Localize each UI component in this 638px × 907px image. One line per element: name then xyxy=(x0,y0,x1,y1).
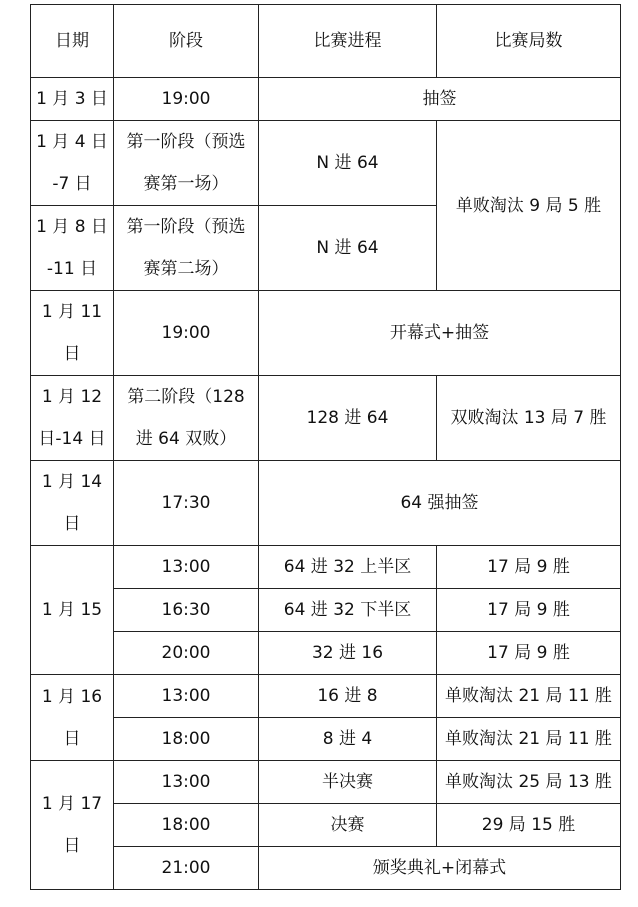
cell-stage: 18:00 xyxy=(114,718,259,761)
cell-progress: N 进 64 xyxy=(259,121,437,206)
cell-date-line-1: 1 月 14 xyxy=(41,472,103,492)
cell-date-line-2: 日 xyxy=(63,836,81,856)
cell-rounds: 单败淘汰 25 局 13 胜 xyxy=(437,761,621,804)
cell-progress: 128 进 64 xyxy=(259,376,437,461)
cell-date-line-2: -7 日 xyxy=(52,174,92,194)
cell-rounds: 双败淘汰 13 局 7 胜 xyxy=(437,376,621,461)
cell-stage-line-1: 第一阶段（预选 xyxy=(126,217,246,237)
cell-rounds: 29 局 15 胜 xyxy=(437,804,621,847)
cell-date-line-2: 日 xyxy=(63,728,81,749)
cell-stage-line-1: 第二阶段（128 xyxy=(127,387,245,407)
header-row xyxy=(31,5,621,78)
cell-stage: 13:00 xyxy=(114,761,259,804)
cell-progress: 决赛 xyxy=(259,804,437,847)
table-row xyxy=(31,546,621,589)
cell-progress: 8 进 4 xyxy=(259,718,437,761)
table-row xyxy=(31,804,621,847)
cell-stage-line-2: 赛第二场） xyxy=(143,259,229,279)
cell-progress: 32 进 16 xyxy=(259,632,437,675)
cell-stage: 19:00 xyxy=(114,291,259,376)
table-row xyxy=(31,761,621,804)
cell-date-line-1: 1 月 12 xyxy=(41,387,103,407)
table-row xyxy=(31,847,621,890)
cell-date xyxy=(31,206,114,291)
cell-date-line-1: 1 月 17 xyxy=(41,794,103,814)
cell-stage xyxy=(114,121,259,206)
cell-rounds: 单败淘汰 9 局 5 胜 xyxy=(437,121,621,291)
cell-date-line-2: 日 xyxy=(63,344,81,364)
schedule-table xyxy=(30,4,621,890)
table-row xyxy=(31,121,621,206)
header-progress: 比赛进程 xyxy=(259,5,437,78)
cell-stage-line-2: 赛第一场） xyxy=(143,174,229,194)
table-row xyxy=(31,78,621,121)
cell-stage xyxy=(114,206,259,291)
cell-rounds: 单败淘汰 21 局 11 胜 xyxy=(437,675,621,718)
cell-stage-line-1: 第一阶段（预选 xyxy=(126,132,246,152)
table-row xyxy=(31,589,621,632)
cell-stage: 20:00 xyxy=(114,632,259,675)
cell-date-line-2: -11 日 xyxy=(46,259,98,279)
cell-stage: 13:00 xyxy=(114,546,259,589)
cell-stage: 17:30 xyxy=(114,461,259,546)
cell-stage: 16:30 xyxy=(114,589,259,632)
header-date: 日期 xyxy=(31,5,114,78)
cell-stage-line-2: 进 64 双败） xyxy=(135,429,237,449)
cell-date xyxy=(31,291,114,376)
cell-date-line-1: 1 月 4 日 xyxy=(36,132,108,152)
cell-rounds: 17 局 9 胜 xyxy=(437,632,621,675)
table-row xyxy=(31,376,621,461)
cell-rounds: 17 局 9 胜 xyxy=(437,589,621,632)
cell-progress: 开幕式+抽签 xyxy=(259,291,621,376)
cell-date-line-2: 日 xyxy=(63,514,81,534)
cell-progress: 半决赛 xyxy=(259,761,437,804)
cell-progress: 64 进 32 下半区 xyxy=(259,589,437,632)
cell-progress: 16 进 8 xyxy=(259,675,437,718)
cell-progress: 64 进 32 上半区 xyxy=(259,546,437,589)
cell-date xyxy=(31,121,114,206)
header-stage: 阶段 xyxy=(114,5,259,78)
cell-date xyxy=(31,461,114,546)
cell-progress: 64 强抽签 xyxy=(259,461,621,546)
table-row xyxy=(31,291,621,376)
table-row xyxy=(31,675,621,718)
cell-progress: 抽签 xyxy=(259,78,621,121)
cell-date-line-1: 1 月 11 xyxy=(41,302,103,322)
cell-date-line-2: 日-14 日 xyxy=(38,429,106,449)
cell-rounds: 17 局 9 胜 xyxy=(437,546,621,589)
table-row xyxy=(31,461,621,546)
cell-date-line-1: 1 月 16 xyxy=(41,686,103,707)
table-row xyxy=(31,632,621,675)
cell-date: 1 月 3 日 xyxy=(31,78,114,121)
cell-date: 1 月 15 xyxy=(31,546,114,675)
cell-date xyxy=(31,761,114,890)
cell-stage: 13:00 xyxy=(114,675,259,718)
cell-stage xyxy=(114,376,259,461)
cell-progress: 颁奖典礼+闭幕式 xyxy=(259,847,621,890)
header-rounds: 比赛局数 xyxy=(437,5,621,78)
cell-date-line-1: 1 月 8 日 xyxy=(36,217,108,237)
cell-stage: 19:00 xyxy=(114,78,259,121)
table-row xyxy=(31,718,621,761)
cell-stage: 18:00 xyxy=(114,804,259,847)
cell-stage: 21:00 xyxy=(114,847,259,890)
cell-rounds: 单败淘汰 21 局 11 胜 xyxy=(437,718,621,761)
cell-date xyxy=(31,376,114,461)
cell-date xyxy=(31,675,114,761)
cell-progress: N 进 64 xyxy=(259,206,437,291)
